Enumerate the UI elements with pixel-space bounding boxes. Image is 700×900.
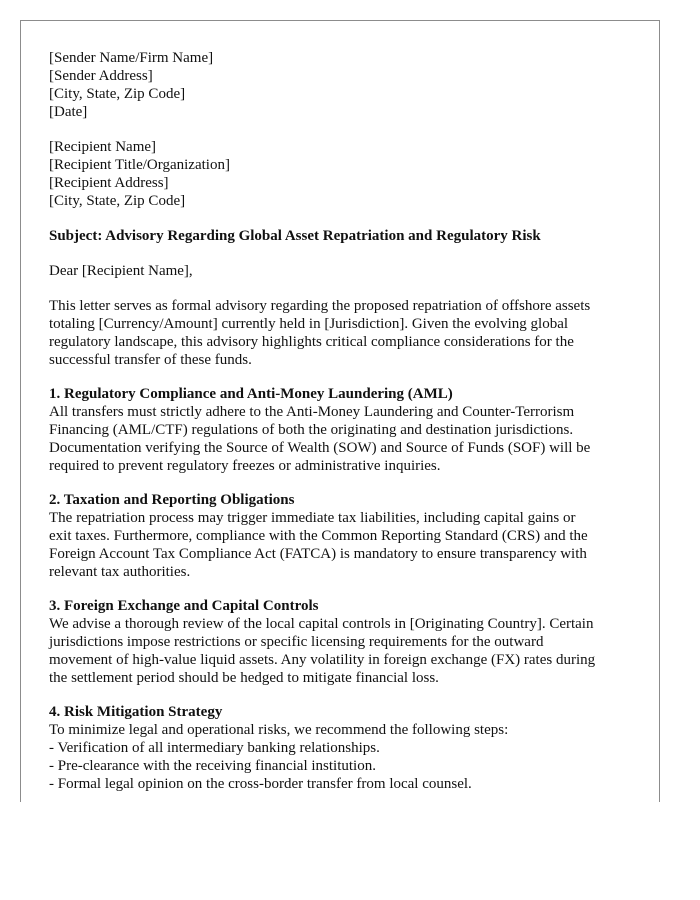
section-line: The repatriation process may trigger immediate tax liabilities, including capital gains or [49, 510, 576, 526]
recipient-name: [Recipient Name] [49, 139, 157, 155]
list-item: - Verification of all intermediary banking relationships. [49, 740, 380, 756]
recipient-title: [Recipient Title/Organization] [49, 157, 230, 173]
section-risk-mitigation [49, 703, 639, 793]
section-aml [49, 385, 639, 475]
section-taxation [49, 491, 639, 581]
section-line: To minimize legal and operational risks, we recommend the following steps: [49, 722, 509, 738]
list-item: - Pre-clearance with the receiving financial institution. [49, 758, 376, 774]
section-title: 1. Regulatory Compliance and Anti-Money Laundering (AML) [49, 386, 453, 402]
list-item: - Formal legal opinion on the cross-border transfer from local counsel. [49, 776, 472, 792]
salutation-text: Dear [Recipient Name], [49, 263, 193, 279]
section-line: exit taxes. Furthermore, compliance with the Common Reporting Standard (CRS) and the [49, 528, 588, 544]
recipient-address: [Recipient Address] [49, 175, 169, 191]
section-line: relevant tax authorities. [49, 564, 191, 580]
section-line: Financing (AML/CTF) regulations of both the originating and destination jurisdictions. [49, 422, 574, 438]
sender-block [49, 49, 639, 121]
subject-text: Subject: Advisory Regarding Global Asset Repatriation and Regulatory Risk [49, 228, 541, 244]
salutation [49, 262, 639, 280]
section-line: Foreign Account Tax Compliance Act (FATCA) is mandatory to ensure transparency with [49, 546, 587, 562]
intro-line: regulatory landscape, this advisory highlights critical compliance considerations for the [49, 334, 574, 350]
section-line: All transfers must strictly adhere to the Anti-Money Laundering and Counter-Terrorism [49, 404, 575, 420]
letter-content [49, 49, 639, 793]
section-line: required to prevent regulatory freezes or administrative inquiries. [49, 458, 441, 474]
sender-address: [Sender Address] [49, 68, 153, 84]
section-line: the settlement period should be hedged to mitigate financial loss. [49, 670, 439, 686]
recipient-city-state-zip: [City, State, Zip Code] [49, 193, 186, 209]
section-line: Documentation verifying the Source of Wealth (SOW) and Source of Funds (SOF) will be [49, 440, 591, 456]
section-line: We advise a thorough review of the local capital controls in [Originating Country]. Certain [49, 616, 594, 632]
intro-line: totaling [Currency/Amount] currently held in [Jurisdiction]. Given the evolving global [49, 316, 569, 332]
section-line: movement of high-value liquid assets. Any volatility in foreign exchange (FX) rates during [49, 652, 596, 668]
section-title: 3. Foreign Exchange and Capital Controls [49, 598, 319, 614]
subject-line [49, 227, 639, 245]
recipient-block [49, 138, 639, 210]
section-foreign-exchange [49, 597, 639, 687]
intro-line: successful transfer of these funds. [49, 352, 252, 368]
intro-line: This letter serves as formal advisory regarding the proposed repatriation of offshore assets [49, 298, 591, 314]
letter-date: [Date] [49, 104, 88, 120]
intro-paragraph [49, 297, 639, 369]
section-title: 4. Risk Mitigation Strategy [49, 704, 223, 720]
sender-name: [Sender Name/Firm Name] [49, 50, 214, 66]
letter-page [20, 20, 660, 802]
section-line: jurisdictions impose restrictions or specific licensing requirements for the outward [49, 634, 544, 650]
section-title: 2. Taxation and Reporting Obligations [49, 492, 295, 508]
sender-city-state-zip: [City, State, Zip Code] [49, 86, 186, 102]
